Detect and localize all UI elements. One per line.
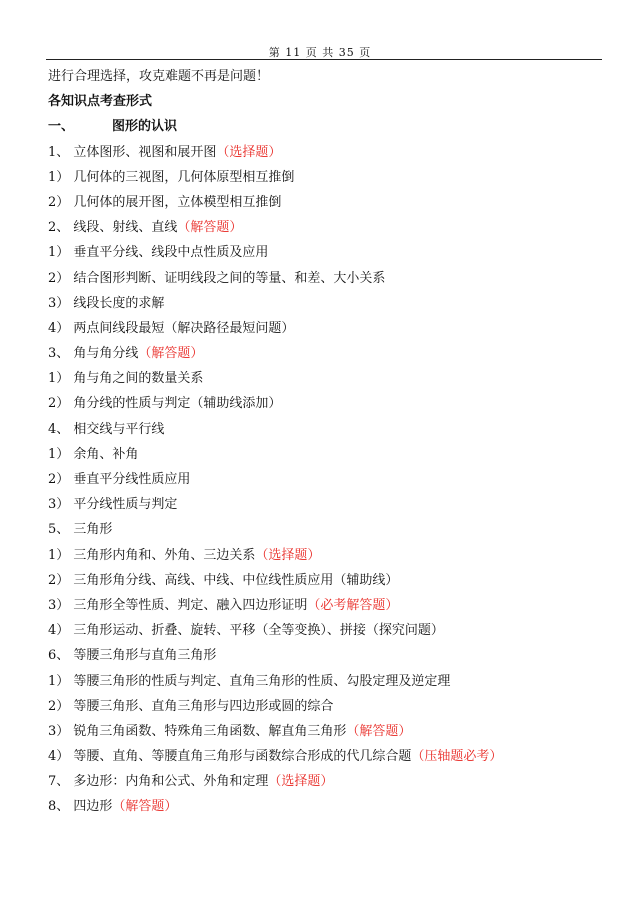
text-line [48,744,604,769]
line-text: 2） 几何体的展开图，立体模型相互推倒 [48,194,282,210]
text-line [48,794,604,819]
line-text: 2、 线段、射线、直线 [48,220,178,236]
line-text: 5、 三角形 [48,522,113,538]
text-line [48,769,604,794]
text-line [48,719,604,744]
section-title: 图形的认识 [112,119,178,135]
line-text: 1） 余角、补角 [48,446,139,462]
line-text: 各知识点考查形式 [48,94,153,110]
text-line [48,442,604,467]
line-text: 8、 四边形 [48,799,113,815]
line-text: 4） 等腰、直角、等腰直角三角形与函数综合形成的代几综合题 [48,749,412,765]
line-text: 4） 三角形运动、折叠、旋转、平移（全等变换）、拼接（探究问题） [48,623,444,639]
line-text: 2） 等腰三角形、直角三角形与四边形或圆的综合 [48,698,334,714]
question-type-tag: （解答题） [138,346,204,362]
line-text: 一、 [48,119,75,135]
text-line [48,593,604,618]
line-text: 1） 三角形内角和、外角、三边关系 [48,547,256,563]
text-line [48,240,604,265]
page-header: 第 11 页 共 35 页 [268,46,372,59]
text-line [48,366,604,391]
text-line [48,190,604,215]
text-line [48,492,604,517]
text-line [48,215,604,240]
line-text: 4） 两点间线段最短（解决路径最短问题） [48,320,295,336]
text-line [48,114,604,139]
text-line [48,64,604,89]
question-type-tag: （压轴题必考） [411,749,503,765]
question-type-tag: （解答题） [346,723,412,739]
document-body [48,64,604,820]
question-type-tag: （选择题） [216,144,282,160]
line-text: 进行合理选择，攻克难题不再是问题！ [48,69,270,84]
text-line [48,165,604,190]
line-text: 3） 线段长度的求解 [48,295,165,311]
text-line [48,89,604,114]
text-line [48,467,604,492]
text-line [48,618,604,643]
text-line [48,266,604,291]
line-text: 4、 相交线与平行线 [48,421,165,437]
text-line [48,291,604,316]
text-line [48,669,604,694]
line-text: 3） 平分线性质与判定 [48,497,178,513]
line-text: 3） 三角形全等性质、判定、融入四边形证明 [48,597,308,613]
line-text: 2） 结合图形判断、证明线段之间的等量、和差、大小关系 [48,270,386,286]
question-type-tag: （解答题） [177,220,243,236]
line-text: 1） 等腰三角形的性质与判定、直角三角形的性质、勾股定理及逆定理 [48,673,451,689]
text-line [48,341,604,366]
header-rule [46,59,602,60]
text-line [48,316,604,341]
line-text: 2） 垂直平分线性质应用 [48,472,191,487]
text-line [48,543,604,568]
question-type-tag: （选择题） [268,774,334,790]
line-text: 1） 垂直平分线、线段中点性质及应用 [48,245,269,261]
line-text: 1、 立体图形、视图和展开图 [48,144,217,160]
question-type-tag: （必考解答题） [307,597,399,613]
text-line [48,694,604,719]
line-text: 1） 角与角之间的数量关系 [48,371,204,387]
question-type-tag: （选择题） [255,547,321,563]
text-line [48,568,604,593]
line-text: 2） 角分线的性质与判定（辅助线添加） [48,396,282,412]
line-text: 2） 三角形角分线、高线、中线、中位线性质应用（辅助线） [48,572,399,588]
line-text: 6、 等腰三角形与直角三角形 [48,648,217,664]
text-line [48,140,604,165]
line-text: 1） 几何体的三视图，几何体原型相互推倒 [48,169,295,185]
text-line [48,517,604,542]
line-text: 3、 角与角分线 [48,346,139,362]
line-text: 7、 多边形：内角和公式、外角和定理 [48,774,269,790]
text-line [48,643,604,668]
text-line [48,391,604,416]
line-text: 3） 锐角三角函数、特殊角三角函数、解直角三角形 [48,723,347,739]
text-line [48,417,604,442]
question-type-tag: （解答题） [112,799,178,815]
